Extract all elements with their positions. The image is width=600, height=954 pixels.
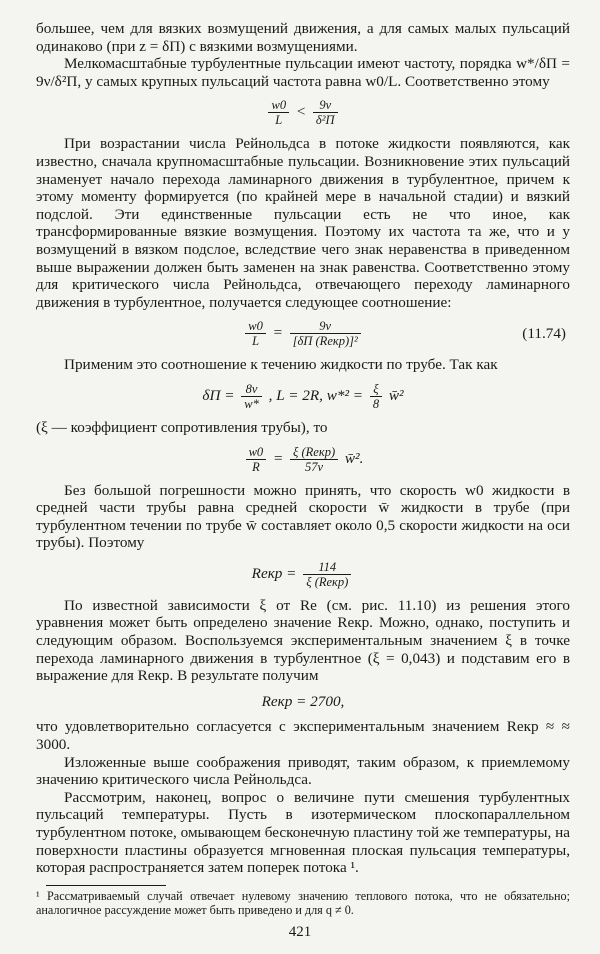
paragraph: По известной зависимости ξ от Re (см. рис. 11.10) из решения этого уравнения может быть определено значение Reкр. Можно, однако, поступить и следующим образом. Воспользуемся экспериментальным значением ξ в точке перехода ламинарного движения в турбулентное (ξ = 0,043) и подставим его в выражение для Reкр. В результате получим [36,596,570,685]
paragraph: При возрастании числа Рейнольдса в потоке жидкости появляются, как известно, сначала крупномасштабные пульсации. Возникновение этих пульсаций знаменует начало перехода ламинарного движения в турбулентное, причем к этому моменту формируется (по крайней мере в начальной стадии) и вязкий подслой. Эти единственные пульсации есть не что иное, как трансформированные вязкие возмущения. Поэтому их частота та же, что и у возмущений в вязком подслое, вследствие чего знак неравенства в приведенном выше выражении должен быть заменен на знак равенства. Соответственно этому для критического числа Рейнольдса, отвечающего переходу ламинарного движения в турбулентное, получается следующее соотношение: [36,135,570,311]
paragraph-continuation: большее, чем для вязких возмущений движения, а для самых малых пульсаций одинаково (при z = δП) с вязкими возмущениями. [36,20,570,55]
paragraph: (ξ — коэффициент сопротивления трубы), то [36,418,328,436]
formula-re-2700: Reкр = 2700, [261,692,345,710]
footnote: ¹ Рассматриваемый случай отвечает нулевому значению теплового потока, что не обязательно; аналогичное рассуждение может быть приведено и для q ≠ 0. [36,888,570,918]
paragraph: Мелкомасштабные турбулентные пульсации имеют частоту, порядка w*/δП = 9ν/δ²П, у самых крупных пульсаций частота равна w0/L. Соответственно этому [36,55,570,90]
formula-pipe-relations: δП = $\frac{8\nu}{w*}$ , L = 2R, w*² = $\frac{\xi}{8}$ w̄² [202,381,404,411]
paragraph: Изложенные выше соображения приводят, таким образом, к приемлемому значению критического числа Рейнольдса. [36,753,570,789]
formula-11-74: $\frac{w0}{L}$ = $\frac{9\nu}{\text{[δП (Reкр)]²}}$ (11.74) [36,319,570,348]
paragraph: что удовлетворительно согласуется с экспериментальным значением Reкр ≈ ≈ 3000. [36,718,570,754]
formula-inequality: $\frac{w0}{L}$ < $\frac{9\nu}{\text{δ²П}}$ [36,98,570,127]
formula-re-critical: Reкр = $\frac{114}{\text{ξ (Reкр)}}$ [36,560,570,589]
footnote-divider [46,885,166,886]
paragraph: Применим это соотношение к течению жидкости по трубе. Так как [64,356,498,374]
equation-number: (11.74) [522,325,566,343]
page-number: 421 [288,924,312,940]
formula-w0-over-r: $\frac{w0}{R}$ = $\frac{\text{ξ (Reкр)}}{57\nu}$ w̄². [36,445,570,474]
paragraph: Без большой погрешности можно принять, что скорость w0 жидкости в средней части трубы равна средней скорости w̄ жидкости в трубе (при турбулентном течении по трубе w̄ составляет около 0,5 скорости жидкости на оси трубы). Поэтому [36,481,570,552]
paragraph: Рассмотрим, наконец, вопрос о величине пути смешения турбулентных пульсаций температуры. Пусть в изотермическом плоскопараллельном турбулентном потоке, омывающем бесконечную пластину той же температуры, на поверхности пластины образуется мгновенная плоская пульсация температуры, которая распространяется затем поперек потока ¹. [36,788,570,877]
